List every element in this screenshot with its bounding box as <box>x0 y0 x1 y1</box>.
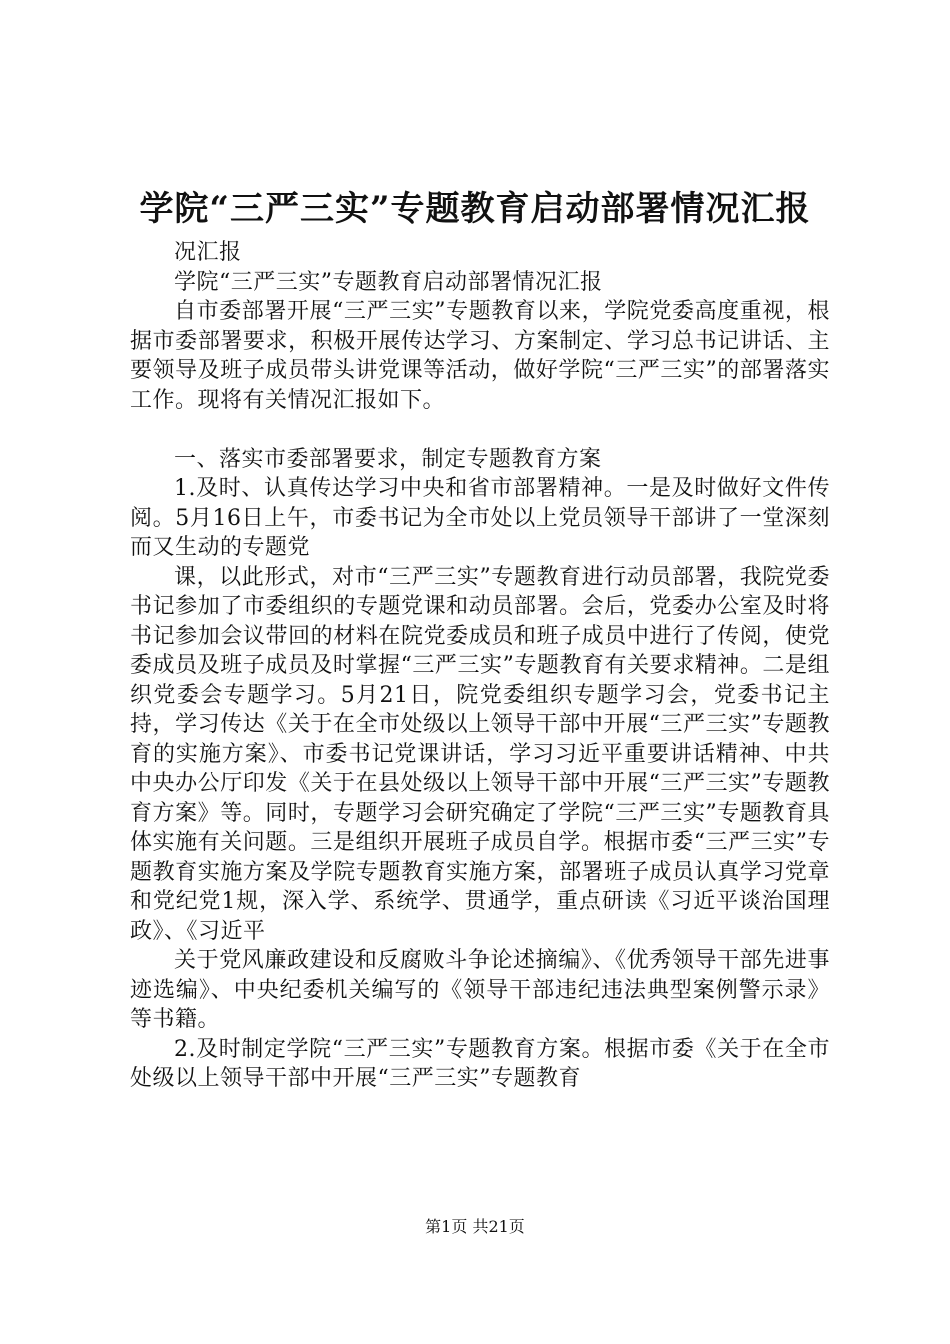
paragraph-item-1: 1.及时、认真传达学习中央和省市部署精神。一是及时做好文件传阅。5月16日上午，市委书记为全市处以上党员领导干部讲了一堂深刻而又生动的专题党 <box>130 476 830 560</box>
paragraph-item-2: 2.及时制定学院“三严三实”专题教育方案。根据市委《关于在全市处级以上领导干部中开展“三严三实”专题教育 <box>130 1036 830 1091</box>
paragraph-subtitle: 学院“三严三实”专题教育启动部署情况汇报 <box>174 269 603 295</box>
paragraph-intro: 自市委部署开展“三严三实”专题教育以来，学院党委高度重视，根据市委部署要求，积极开展传达学习、方案制定、学习总书记讲话、主要领导及班子成员带头讲党课等活动，做好学院“三严三实”的部署落实工作。现将有关情况汇报如下。 <box>130 299 830 413</box>
page-number-footer: 第1页 共21页 <box>425 1217 525 1236</box>
document-title: 学院“三严三实”专题教育启动部署情况汇报 <box>139 189 811 229</box>
paragraph-item-1-books: 关于党风廉政建设和反腐败斗争论述摘编》、《优秀领导干部先进事迹选编》、中央纪委机关编写的《领导干部违纪违法典型案例警示录》等书籍。 <box>130 948 830 1032</box>
paragraph-spacer <box>130 415 830 445</box>
paragraph-item-1-continued: 课，以此形式，对市“三严三实”专题教育进行动员部署，我院党委书记参加了市委组织的专题党课和动员部署。会后，党委办公室及时将书记参加会议带回的材料在院党委成员和班子成员中进行了传阅，使党委成员及班子成员及时掌握“三严三实”专题教育有关要求精神。二是组织党委会专题学习。5月21日，院党委组织专题学习会，党委书记主持，学习传达《关于在全市处级以上领导干部中开展“三严三实”专题教育的实施方案》、市委书记党课讲话，学习习近平重要讲话精神、中共中央办公厅印发《关于在县处级以上领导干部中开展“三严三实”专题教育方案》等。同时，专题学习会研究确定了学院“三严三实”专题教育具体实施有关问题。三是组织开展班子成员自学。根据市委“三严三实”专题教育实施方案及学院专题教育实施方案，部署班子成员认真学习党章和党纪党1规，深入学、系统学、贯通学，重点研读《习近平谈治国理政》、《习近平 <box>130 564 830 944</box>
document-body <box>130 238 830 1094</box>
section-heading-1: 一、落实市委部署要求，制定专题教育方案 <box>174 446 602 472</box>
paragraph-heading-fragment: 况汇报 <box>174 240 242 265</box>
